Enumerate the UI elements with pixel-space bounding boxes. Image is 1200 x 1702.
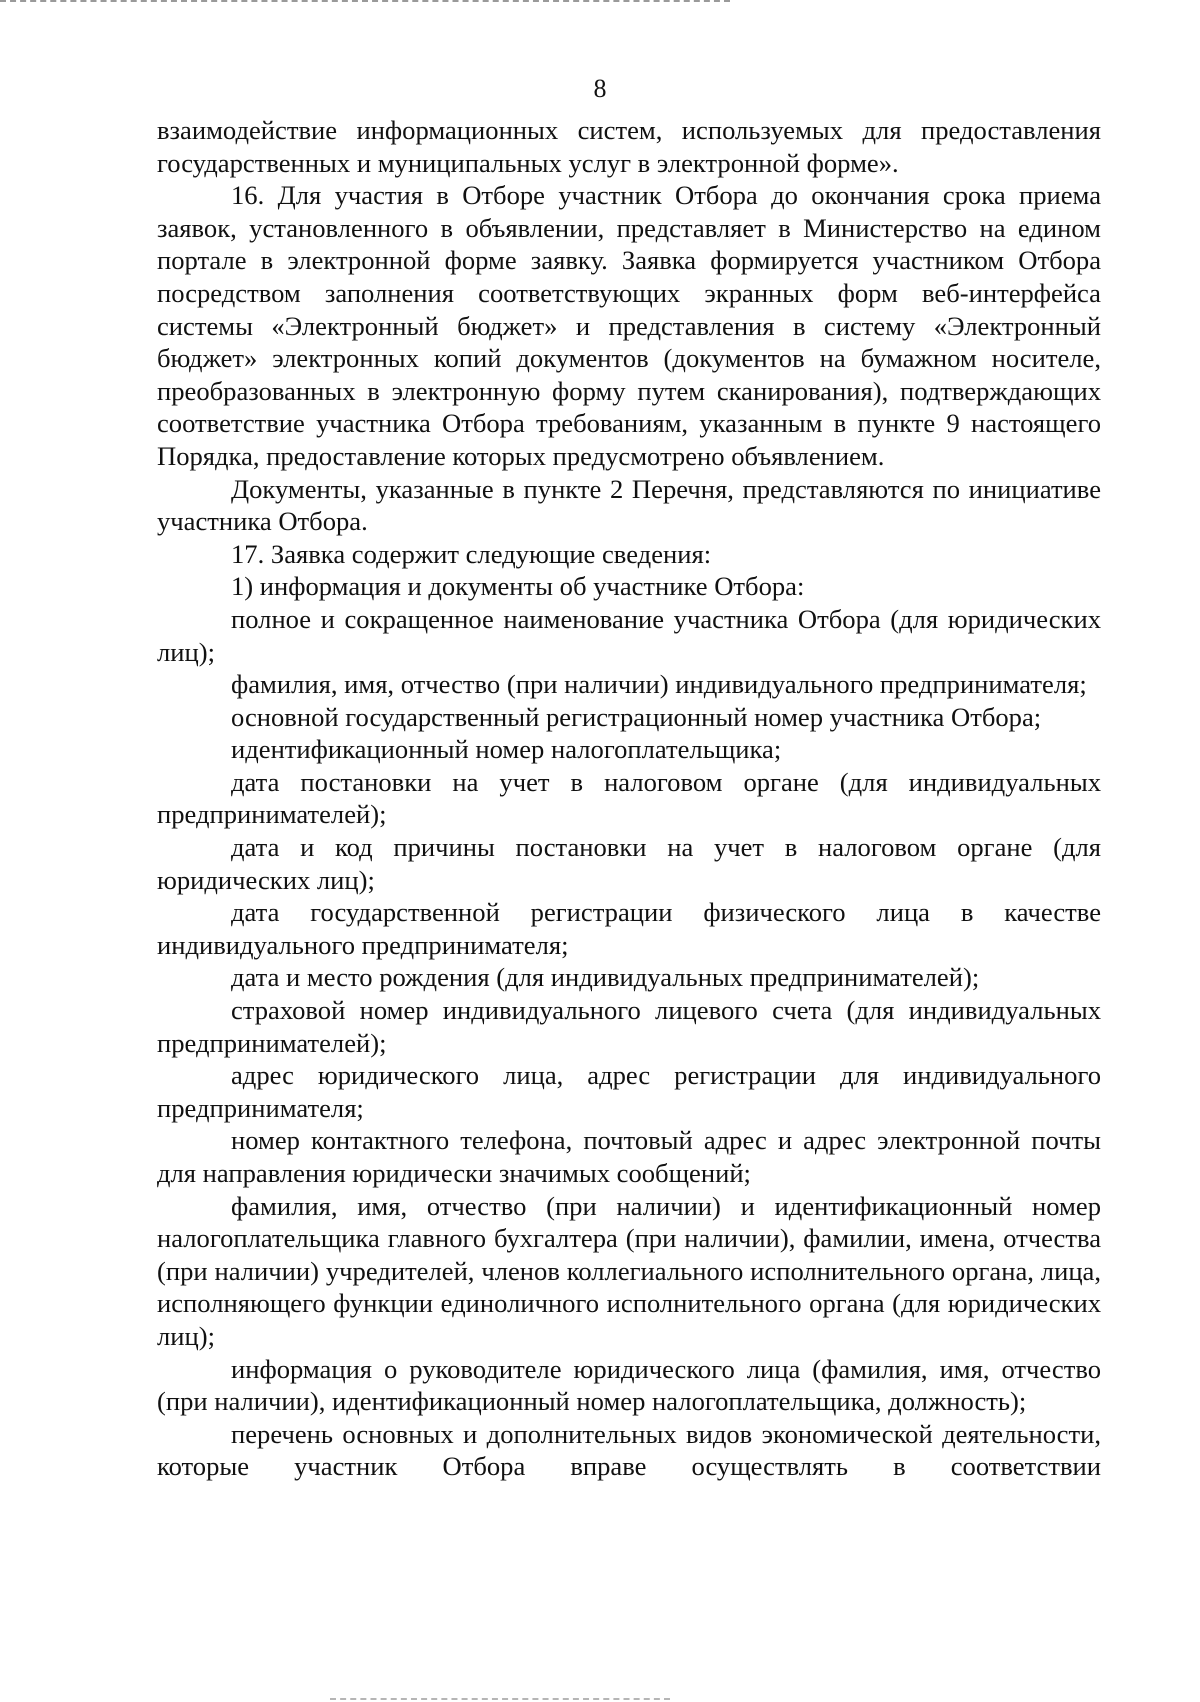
- list-item: полное и сокращенное наименование участника Отбора (для юридических лиц);: [157, 603, 1101, 667]
- document-body: [157, 114, 1101, 1483]
- list-item: идентификационный номер налогоплательщика;: [231, 734, 782, 765]
- list-item: дата и место рождения (для индивидуальных предпринимателей);: [231, 962, 980, 993]
- scan-bottom-edge: [330, 1698, 670, 1700]
- list-item: фамилия, имя, отчество (при наличии) и идентификационный номер налогоплательщика главного бухгалтера (при наличии), фамилии, имена, отчества (при наличии) учредителей, членов коллегиального исполнительного органа, лица, исполняющего функции единоличного исполнительного органа (для юридических лиц);: [157, 1190, 1101, 1351]
- list-item: основной государственный регистрационный номер участника Отбора;: [231, 701, 1042, 732]
- list-item: дата государственной регистрации физического лица в качестве индивидуального предпринимателя;: [157, 897, 1101, 960]
- list-item: дата и код причины постановки на учет в налоговом органе (для юридических лиц);: [157, 832, 1101, 895]
- list-item: информация о руководителе юридического лица (фамилия, имя, отчество (при наличии), идентификационный номер налогоплательщика, должность);: [157, 1353, 1101, 1417]
- list-item: фамилия, имя, отчество (при наличии) индивидуального предпринимателя;: [231, 669, 1087, 700]
- scan-top-edge: [0, 0, 730, 2]
- list-item: перечень основных и дополнительных видов экономической деятельности, которые участник Отбора вправе осуществлять в соответствии: [157, 1418, 1101, 1482]
- list-item: страховой номер индивидуального лицевого счета (для индивидуальных предпринимателей);: [157, 995, 1101, 1058]
- paragraph-item-16: 16. Для участия в Отборе участник Отбора до окончания срока приема заявок, установленного в объявлении, представляет в Министерство на едином портале в электронной форме заявку. Заявка формируется участником Отбора посредством заполнения соответствующих экранных форм веб-интерфейса системы «Электронный бюджет» и представления в систему «Электронный бюджет» электронных копий документов (документов на бумажном носителе, преобразованных в электронную форму путем сканирования), подтверждающих соответствие участника Отбора требованиям, указанным в пункте 9 настоящего Порядка, предоставление которых предусмотрено объявлением.: [157, 180, 1101, 471]
- list-item: адрес юридического лица, адрес регистрации для индивидуального предпринимателя;: [157, 1060, 1101, 1123]
- paragraph-item-17: 17. Заявка содержит следующие сведения:: [231, 538, 712, 569]
- list-item: номер контактного телефона, почтовый адрес и адрес электронной почты для направления юридически значимых сообщений;: [157, 1125, 1101, 1188]
- paragraph-subitem-1: 1) информация и документы об участнике Отбора:: [231, 571, 805, 602]
- list-item: дата постановки на учет в налоговом органе (для индивидуальных предпринимателей);: [157, 766, 1101, 830]
- paragraph-continuation: взаимодействие информационных систем, используемых для предоставления государственных и муниципальных услуг в электронной форме».: [157, 115, 1101, 178]
- page-number: 8: [593, 74, 607, 103]
- paragraph-documents: Документы, указанные в пункте 2 Перечня, представляются по инициативе участника Отбора.: [157, 473, 1101, 537]
